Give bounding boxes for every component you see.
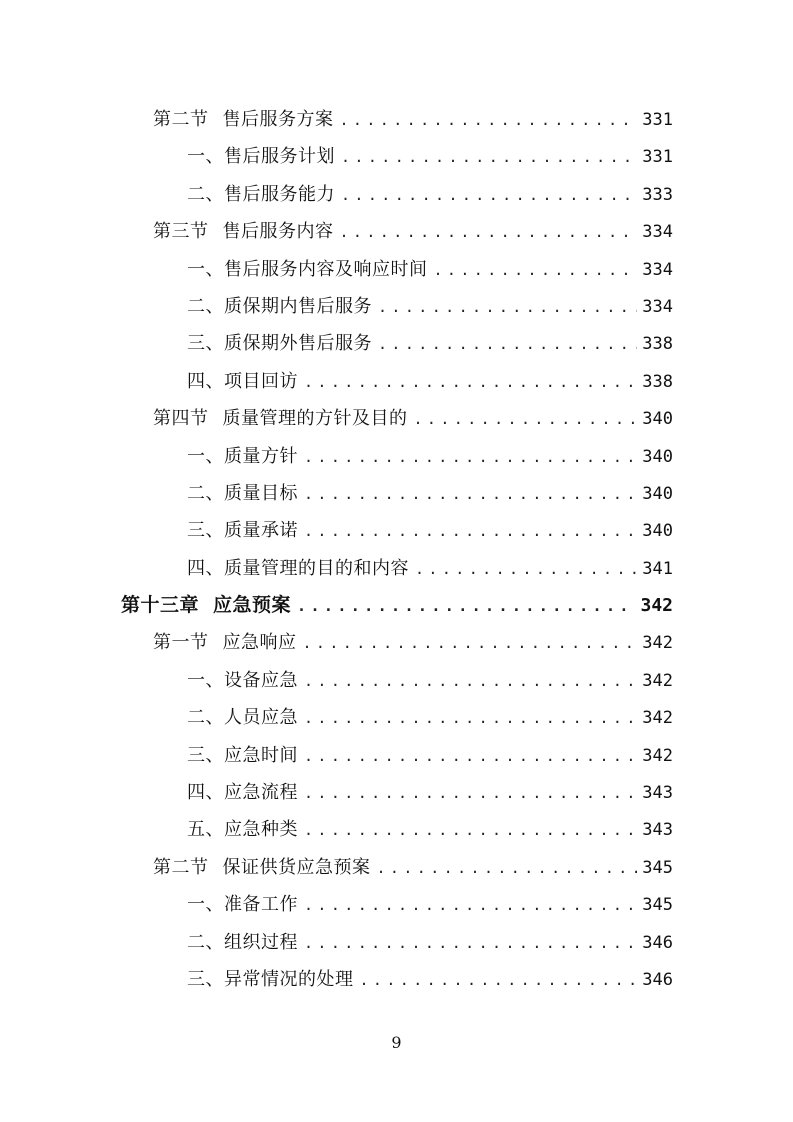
toc-subsection-entry[interactable]	[0, 774, 673, 811]
dot-leader	[304, 700, 637, 737]
toc-entry-title	[153, 849, 371, 886]
toc-entry-title	[187, 325, 372, 362]
toc-entry-title	[187, 438, 298, 475]
toc-entry-text: 四、质量管理的目的和内容	[187, 557, 409, 579]
toc-entry-text: 二、质量目标	[187, 482, 298, 504]
toc-subsection-entry[interactable]	[0, 288, 673, 325]
toc-section-entry[interactable]	[0, 101, 673, 138]
dot-leader	[297, 588, 636, 625]
dot-leader	[304, 887, 637, 924]
toc-subsection-entry[interactable]	[0, 886, 673, 923]
toc-entry-page: 331	[642, 110, 673, 130]
toc-entry-title	[153, 101, 334, 138]
toc-entry-text: 三、应急时间	[187, 744, 298, 766]
toc-entry-text: 一、设备应急	[187, 669, 298, 691]
toc-entry-number: 第二节	[153, 109, 209, 130]
toc-entry-text: 三、异常情况的处理	[187, 968, 354, 990]
toc-subsection-entry[interactable]	[0, 475, 673, 512]
toc-entry-title	[187, 662, 298, 699]
dot-leader	[378, 326, 637, 363]
toc-entry-title	[187, 774, 298, 811]
dot-leader	[415, 551, 637, 588]
toc-entry-title	[187, 363, 298, 400]
toc-entry-page: 346	[642, 969, 673, 990]
toc-entry-page: 342	[640, 595, 673, 617]
toc-entry-text: 质量管理的方针及目的	[222, 408, 408, 430]
toc-entry-title	[187, 699, 298, 736]
toc-entry-text: 四、应急流程	[187, 782, 298, 804]
dot-leader	[360, 962, 638, 999]
dot-leader	[304, 513, 637, 550]
toc-entry-page: 341	[642, 558, 673, 579]
toc-subsection-entry[interactable]	[0, 961, 673, 998]
toc-subsection-entry[interactable]	[0, 699, 673, 736]
toc-entry-page: 334	[642, 259, 673, 280]
toc-entry-title	[187, 737, 298, 774]
toc-entry-title	[153, 624, 297, 661]
dot-leader	[304, 663, 637, 700]
dot-leader	[304, 476, 637, 513]
toc-entry-title	[153, 400, 408, 437]
toc-entry-page: 342	[642, 670, 673, 691]
toc-entry-page: 340	[642, 483, 673, 504]
toc-entry-page: 346	[642, 932, 673, 953]
toc-entry-page: 342	[642, 745, 673, 766]
toc-entry-text: 三、质保期外售后服务	[187, 333, 372, 355]
toc-entry-number: 第十三章	[121, 594, 200, 617]
toc-entry-text: 一、售后服务内容及响应时间	[187, 258, 428, 280]
toc-entry-page: 343	[642, 783, 673, 804]
toc-section-entry[interactable]	[0, 213, 673, 250]
dot-leader	[304, 439, 637, 476]
toc-entry-text: 售后服务内容	[222, 221, 334, 243]
toc-entry-title	[187, 251, 428, 288]
dot-leader	[303, 625, 638, 662]
toc-entry-page: 342	[642, 633, 673, 654]
toc-subsection-entry[interactable]	[0, 550, 673, 587]
dot-leader	[341, 139, 637, 176]
toc-entry-text: 一、售后服务计划	[187, 146, 335, 168]
toc-entry-page: 331	[642, 147, 673, 168]
toc-entry-title	[187, 288, 372, 325]
toc-subsection-entry[interactable]	[0, 438, 673, 475]
dot-leader	[378, 289, 637, 326]
dot-leader	[304, 812, 637, 849]
toc-entry-number: 第三节	[153, 221, 209, 243]
toc-entry-page: 340	[642, 521, 673, 542]
toc-chapter-entry[interactable]	[0, 587, 673, 624]
toc-entry-page: 338	[642, 371, 673, 392]
toc-entry-text: 二、组织过程	[187, 931, 298, 953]
dot-leader	[304, 738, 637, 775]
toc-entry-text: 五、应急种类	[187, 819, 298, 841]
dot-leader	[304, 364, 637, 401]
dot-leader	[341, 177, 637, 214]
toc-entry-title	[187, 961, 354, 998]
toc-entry-page: 334	[642, 296, 673, 317]
toc-subsection-entry[interactable]	[0, 363, 673, 400]
toc-entry-text: 四、项目回访	[187, 370, 298, 392]
toc-entry-title	[153, 213, 334, 250]
toc-entry-title	[187, 886, 298, 923]
toc-entry-text: 一、质量方针	[187, 445, 298, 467]
toc-entry-page: 333	[642, 184, 673, 205]
dot-leader	[340, 214, 638, 251]
toc-subsection-entry[interactable]	[0, 325, 673, 362]
toc-entry-text: 二、质保期内售后服务	[187, 295, 372, 317]
toc-entry-number: 第二节	[153, 856, 209, 878]
toc-section-entry[interactable]	[0, 400, 673, 437]
toc-subsection-entry[interactable]	[0, 662, 673, 699]
toc-entry-title	[187, 475, 298, 512]
toc-subsection-entry[interactable]	[0, 251, 673, 288]
toc-entry-text: 应急响应	[222, 632, 297, 654]
toc-entry-page: 342	[642, 708, 673, 729]
toc-subsection-entry[interactable]	[0, 512, 673, 549]
toc-entry-text: 售后服务方案	[222, 109, 334, 130]
toc-subsection-entry[interactable]	[0, 924, 673, 961]
toc-section-entry[interactable]	[0, 624, 673, 661]
toc-subsection-entry[interactable]	[0, 737, 673, 774]
toc-entry-page: 345	[642, 895, 673, 916]
dot-leader	[414, 401, 638, 438]
toc-entry-title	[187, 138, 335, 175]
toc-entry-title	[187, 176, 335, 213]
toc-entry-page: 338	[642, 334, 673, 355]
dot-leader	[434, 252, 638, 289]
toc-entry-title	[121, 587, 291, 624]
toc-entry-text: 二、人员应急	[187, 707, 298, 729]
toc-entry-text: 保证供货应急预案	[222, 856, 371, 878]
dot-leader	[340, 102, 638, 139]
page-number: 9	[391, 1033, 402, 1052]
toc-entry-number: 第一节	[153, 632, 209, 654]
toc-entry-title	[187, 811, 298, 848]
toc-subsection-entry[interactable]	[0, 138, 673, 175]
toc-entry-title	[187, 924, 298, 961]
dot-leader	[377, 850, 638, 887]
table-of-contents	[0, 101, 793, 998]
toc-entry-page: 334	[642, 222, 673, 243]
toc-entry-page: 340	[642, 446, 673, 467]
toc-entry-title	[187, 512, 298, 549]
toc-subsection-entry[interactable]	[0, 811, 673, 848]
dot-leader	[304, 925, 637, 962]
toc-entry-page: 345	[642, 857, 673, 878]
toc-subsection-entry[interactable]	[0, 176, 673, 213]
toc-entry-text: 一、准备工作	[187, 894, 298, 916]
toc-entry-text: 二、售后服务能力	[187, 183, 335, 205]
toc-entry-page: 340	[642, 409, 673, 430]
toc-entry-text: 三、质量承诺	[187, 520, 298, 542]
toc-entry-page: 343	[642, 820, 673, 841]
toc-entry-text: 应急预案	[213, 594, 292, 617]
toc-entry-number: 第四节	[153, 408, 209, 430]
dot-leader	[304, 775, 637, 812]
toc-entry-title	[187, 550, 409, 587]
toc-section-entry[interactable]	[0, 849, 673, 886]
